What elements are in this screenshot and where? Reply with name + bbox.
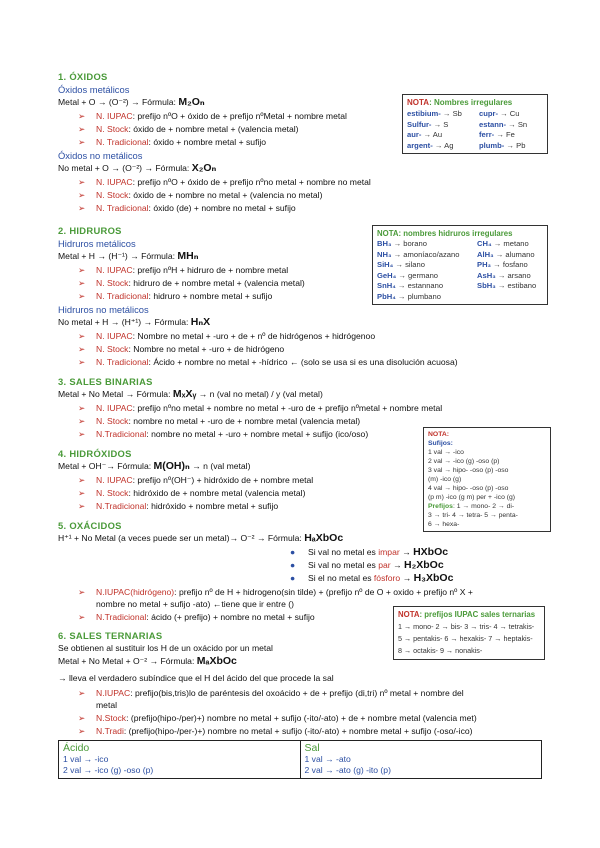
note4-line: 5 → pentakis- 6 → hexakis- 7 → heptakis- bbox=[398, 634, 533, 643]
bullet-text: : ácido (+ prefijo) + nombre no metal + sufijo bbox=[146, 612, 315, 622]
arrow-bullet-icon: ➢ bbox=[78, 331, 86, 341]
arrow-bullet-icon: ➢ bbox=[78, 344, 86, 354]
bullet-oxmet-stock bbox=[78, 124, 299, 135]
bullet-label: N. Tradicional bbox=[96, 137, 149, 147]
bullet-hidrox-iupac bbox=[78, 475, 313, 486]
acido-sal-table bbox=[58, 740, 542, 779]
note-subtitle: Sufijos: bbox=[428, 440, 453, 447]
formula-text: Metal + No Metal → Fórmula: bbox=[58, 389, 173, 399]
bullet-label: N.Stock bbox=[96, 713, 127, 723]
note2-entry: PH₃ → fosfano bbox=[477, 260, 528, 269]
note3-line: 2 val → -ico (g) -oso (p) bbox=[428, 458, 500, 465]
bullet-text: : hidruro de + nombre metal + (valencia metal) bbox=[128, 278, 305, 288]
note2-entry: SbH₃ → estibano bbox=[477, 281, 537, 290]
bullet-text: : óxido + nombre metal + sufijo bbox=[148, 137, 267, 147]
bullet-label: N. Tradicional bbox=[96, 203, 149, 213]
bullet-text: : prefijo(bis,tris)lo de paréntesis del oxoácido + de + prefijo (di,tri) nº metal + nombre del bbox=[130, 688, 464, 698]
arrow-bullet-icon: ➢ bbox=[78, 688, 86, 698]
bullet-label: N. IUPAC bbox=[96, 265, 133, 275]
case-arrow: → bbox=[390, 560, 405, 570]
arrow-bullet-icon: ➢ bbox=[78, 501, 86, 511]
bullet-label: N. IUPAC bbox=[96, 111, 133, 121]
note-title: NOTA bbox=[407, 98, 430, 107]
section-title-sales-binarias: 3. SALES BINARIAS bbox=[58, 376, 153, 387]
bullet-salter-iupac-cont: metal bbox=[96, 700, 118, 710]
subtitle-oxidos-no-metalicos: Óxidos no metálicos bbox=[58, 150, 143, 161]
bullet-text: : (prefijo(hipo-/per-)+) nombre no metal + sufijo (-ito/-ato) + nombre metal + sufijo (-oso/-ico) bbox=[123, 726, 473, 736]
note1-entry: Sulfur- → S bbox=[407, 119, 449, 129]
section-title-oxacidos: 5. OXÁCIDOS bbox=[58, 520, 122, 531]
sales-ternarias-note: → lleva el verdadero subíndice que el H del ácido del que procede la sal bbox=[58, 673, 334, 683]
bullet-text: : prefijo nºO + óxido de + prefijo nºno metal + nombre no metal bbox=[132, 177, 371, 187]
bullet-text: : hidróxido + nombre metal + sufijo bbox=[146, 501, 279, 511]
arrow-bullet-icon: ➢ bbox=[78, 726, 86, 736]
sal-header: Sal bbox=[304, 742, 320, 754]
note1-entry: cupr- → Cu bbox=[479, 109, 520, 118]
sal-row: 1 val → -ato bbox=[304, 754, 351, 764]
bullet-text: : (prefijo(hipo-/per)+) nombre no metal + sufijo (-ito/-ato) + de + nombre metal (valencia met) bbox=[126, 713, 477, 723]
formula-text: Metal + H → (H⁻¹) → Fórmula: bbox=[58, 251, 178, 261]
bullet-label: N.Tradicional bbox=[96, 429, 147, 439]
note2-entry: AsH₃ → arsano bbox=[477, 270, 531, 280]
note4-line: 1 → mono- 2 → bis- 3 → tris- 4 → tetrakis- bbox=[398, 622, 535, 631]
note3-line: 3 → tri- 4 → tetra- 5 → penta- bbox=[428, 512, 518, 519]
bullet-label: N.Tradicional bbox=[96, 501, 147, 511]
bullet-text: : prefijo nº(OH⁻) + hidróxido de + nombre metal bbox=[132, 475, 314, 485]
bullet-hidmet-trad bbox=[78, 291, 272, 302]
case-arrow: → bbox=[399, 547, 414, 557]
note1-entry: plumb- → Pb bbox=[479, 140, 526, 150]
bullet-salter-iupac bbox=[78, 688, 464, 699]
case-formula: H₃XbOc bbox=[413, 572, 454, 584]
note3-line: 4 val → hipo- -oso (p) -oso bbox=[428, 485, 509, 492]
section-title-hidruros: 2. HIDRUROS bbox=[58, 225, 122, 236]
arrow-bullet-icon: ➢ bbox=[78, 612, 86, 622]
note-title-rest: : prefijos IUPAC sales ternarias bbox=[419, 610, 536, 619]
note-title: NOTA: bbox=[428, 431, 450, 438]
note2-entry: GeH₄ → germano bbox=[377, 270, 439, 280]
bullet-label: N.IUPAC bbox=[96, 688, 131, 698]
arrow-bullet-icon: ➢ bbox=[78, 475, 86, 485]
note-title: NOTA bbox=[398, 610, 420, 619]
acido-cell bbox=[59, 741, 301, 779]
formula-hidroxidos bbox=[58, 461, 250, 472]
bullet-salbin-iupac bbox=[78, 403, 442, 414]
formula-text: No metal + O → (O⁻²) → Fórmula: bbox=[58, 163, 192, 173]
case-text: Si val no metal es bbox=[308, 547, 379, 557]
note1-entry: argent- → Ag bbox=[407, 140, 454, 150]
arrow-bullet-icon: ➢ bbox=[78, 124, 86, 134]
note2-entry: NH₃ → amoníaco/azano bbox=[377, 249, 460, 259]
section-title-oxidos: 1. ÓXIDOS bbox=[58, 71, 108, 82]
bullet-oxmet-iupac bbox=[78, 111, 347, 122]
formula-oxacidos bbox=[58, 533, 343, 544]
bullet-label: N.Tradicional bbox=[96, 612, 147, 622]
bullet-text: : prefijo nºno metal + nombre no metal + -uro de + prefijo nºmetal + nombre metal bbox=[132, 403, 443, 413]
bullet-hidnm-trad bbox=[78, 357, 458, 368]
bullet-label: N. Stock bbox=[96, 344, 129, 354]
formula-text: Metal + No Metal + O⁻² → Fórmula: bbox=[58, 656, 197, 666]
case-formula: HXbOc bbox=[413, 546, 449, 558]
bullet-oxnm-stock bbox=[78, 190, 322, 201]
note3-line: 3 val → hipo- -oso (p) -oso bbox=[428, 467, 509, 474]
bullet-hidrox-stock bbox=[78, 488, 305, 499]
bullet-label: N. Stock bbox=[96, 124, 129, 134]
bullet-label: N. Stock bbox=[96, 278, 129, 288]
formula-text: No metal + H → (H⁺¹) → Fórmula: bbox=[58, 317, 191, 327]
sal-row: 2 val → -ato (g) -ito (p) bbox=[304, 765, 391, 775]
formula-symbol: MHₙ bbox=[177, 250, 199, 262]
bullet-salbin-stock bbox=[78, 416, 360, 427]
bullet-dot-icon: ● bbox=[290, 560, 296, 570]
case-par bbox=[290, 560, 444, 571]
bullet-text: : prefijo nº de H + hidrogeno(sin tilde) + (prefijo nº de O + oxido + prefijo nº X + bbox=[174, 587, 473, 597]
bullet-text: : Nombre no metal + -uro + de + nº de hidrógenos + hidrógenoo bbox=[132, 331, 376, 341]
bullet-hidnm-iupac bbox=[78, 331, 375, 342]
bullet-text: : hidruro + nombre metal + sufijo bbox=[148, 291, 273, 301]
note2-entry: CH₄ → metano bbox=[477, 239, 529, 248]
arrow-bullet-icon: ➢ bbox=[78, 416, 86, 426]
arrow-bullet-icon: ➢ bbox=[78, 190, 86, 200]
note2-entry: BH₃ → borano bbox=[377, 239, 427, 248]
formula-note: → n (val no metal) / y (val metal) bbox=[196, 389, 323, 399]
bullet-label: N.Tradi bbox=[96, 726, 124, 736]
note3-line: (m) -ico (g) bbox=[428, 476, 462, 483]
formula-sales-ternarias bbox=[58, 656, 237, 667]
bullet-text: : óxido de + nombre no metal + (valencia no metal) bbox=[128, 190, 323, 200]
acido-header: Ácido bbox=[63, 742, 90, 754]
formula-oxidos-no-metalicos bbox=[58, 163, 216, 174]
bullet-salbin-trad bbox=[78, 429, 368, 440]
acido-row: 1 val → -ico bbox=[63, 754, 109, 764]
bullet-hidmet-iupac bbox=[78, 265, 288, 276]
formula-symbol: HₙX bbox=[190, 316, 211, 328]
acido-row: 2 val → -ico (g) -oso (p) bbox=[63, 765, 154, 775]
note1-entry: ferr- → Fe bbox=[479, 130, 515, 139]
formula-symbol: MₐXbOc bbox=[196, 655, 237, 667]
note2-entry: AlH₃ → alumano bbox=[477, 249, 535, 259]
arrow-bullet-icon: ➢ bbox=[78, 291, 86, 301]
formula-text: H⁺¹ + No Metal (a veces puede ser un metal)→ O⁻² → Fórmula: bbox=[58, 533, 305, 543]
note1-entry: estibium- → Sb bbox=[407, 109, 462, 118]
note-sufijos-prefijos bbox=[423, 427, 551, 532]
bullet-oxnm-trad bbox=[78, 203, 296, 214]
bullet-label: N. IUPAC bbox=[96, 403, 133, 413]
case-impar bbox=[290, 547, 448, 558]
sal-cell bbox=[300, 741, 542, 779]
note-prefijos-iupac bbox=[393, 606, 545, 660]
formula-symbol: M₂Oₙ bbox=[178, 96, 205, 108]
arrow-bullet-icon: ➢ bbox=[78, 203, 86, 213]
note3-line: (p m) -ico (g m) per + -ico (g) bbox=[428, 494, 516, 501]
case-formula: H₂XbOc bbox=[404, 559, 444, 571]
formula-hidruros-metalicos bbox=[58, 251, 199, 262]
bullet-text: : nombre no metal + -uro + nombre metal + sufijo (ico/oso) bbox=[146, 429, 369, 439]
bullet-dot-icon: ● bbox=[290, 573, 296, 583]
formula-symbol: M(OH)ₙ bbox=[153, 460, 190, 472]
case-text: Si el no metal es bbox=[308, 573, 374, 583]
arrow-bullet-icon: ➢ bbox=[78, 111, 86, 121]
bullet-text: : hidróxido de + nombre metal (valencia metal) bbox=[128, 488, 306, 498]
bullet-label: N. IUPAC bbox=[96, 331, 133, 341]
bullet-oxac-iupac bbox=[78, 587, 473, 598]
formula-hidruros-no-metalicos bbox=[58, 317, 210, 328]
note3-line: 6 → hexa- bbox=[428, 521, 460, 528]
note2-entry: SnH₄ → estannano bbox=[377, 281, 444, 290]
note3-line: 1 val → -ico bbox=[428, 449, 464, 456]
bullet-hidmet-stock bbox=[78, 278, 305, 289]
bullet-hidnm-stock bbox=[78, 344, 284, 355]
arrow-bullet-icon: ➢ bbox=[78, 587, 86, 597]
case-key: impar bbox=[378, 547, 400, 557]
arrow-bullet-icon: ➢ bbox=[78, 488, 86, 498]
arrow-bullet-icon: ➢ bbox=[78, 265, 86, 275]
bullet-oxac-iupac-cont: nombre no metal + sufijo -ato) ←tiene que ir entre () bbox=[96, 599, 294, 609]
bullet-salter-stock bbox=[78, 713, 477, 724]
subtitle-oxidos-metalicos: Óxidos metálicos bbox=[58, 84, 130, 95]
bullet-oxnm-iupac bbox=[78, 177, 371, 188]
bullet-label: N. Tradicional bbox=[96, 357, 149, 367]
section-title-hidroxidos: 4. HIDRÓXIDOS bbox=[58, 448, 132, 459]
note4-line: 8 → octakis- 9 → nonakis- bbox=[398, 646, 483, 655]
bullet-label: N. Stock bbox=[96, 190, 129, 200]
note1-entry: estann- → Sn bbox=[479, 119, 528, 129]
sales-ternarias-intro: Se obtienen al sustituir los H de un oxácido por un metal bbox=[58, 643, 273, 653]
formula-symbol: MₓXᵧ bbox=[172, 388, 197, 400]
arrow-bullet-icon: ➢ bbox=[78, 429, 86, 439]
bullet-text: : nombre no metal + -uro de + nombre metal (valencia metal) bbox=[128, 416, 361, 426]
bullet-label: N. Tradicional bbox=[96, 291, 149, 301]
note2-entry: PbH₄ → plumbano bbox=[377, 291, 441, 301]
note2-entry: SiH₄ → silano bbox=[377, 260, 425, 269]
case-key: par bbox=[378, 560, 391, 570]
subtitle-hidruros-no-metalicos: Hidruros no metálicos bbox=[58, 304, 149, 315]
note3-prefijos: Prefijos: 1 → mono- 2 → di- bbox=[428, 503, 515, 510]
note1-entry: aur- → Au bbox=[407, 130, 443, 139]
bullet-dot-icon: ● bbox=[290, 547, 296, 557]
bullet-text: : prefijo nºO + óxido de + prefijo nºMetal + nombre metal bbox=[132, 111, 347, 121]
formula-symbol: HₐXbOc bbox=[304, 532, 344, 544]
formula-symbol: X₂Oₙ bbox=[191, 162, 217, 174]
arrow-bullet-icon: ➢ bbox=[78, 357, 86, 367]
case-fosforo bbox=[290, 573, 453, 584]
bullet-label: N. IUPAC bbox=[96, 475, 133, 485]
bullet-label: N. Stock bbox=[96, 488, 129, 498]
subtitle-hidruros-metalicos: Hidruros metálicos bbox=[58, 238, 136, 249]
formula-oxidos-metalicos bbox=[58, 97, 205, 108]
bullet-label: N.IUPAC(hidrógeno) bbox=[96, 587, 175, 597]
formula-text: Metal + OH⁻→ Fórmula: bbox=[58, 461, 154, 471]
bullet-oxac-trad bbox=[78, 612, 315, 623]
case-key: fósforo bbox=[373, 573, 401, 583]
arrow-bullet-icon: ➢ bbox=[78, 713, 86, 723]
bullet-label: N. Stock bbox=[96, 416, 129, 426]
formula-note: → n (val metal) bbox=[189, 461, 251, 471]
case-text: Si val no metal es bbox=[308, 560, 379, 570]
note-nombres-irregulares bbox=[402, 94, 548, 154]
bullet-text: : óxido (de) + nombre no metal + sufijo bbox=[148, 203, 296, 213]
arrow-bullet-icon: ➢ bbox=[78, 177, 86, 187]
note-hidruros-irregulares bbox=[372, 225, 548, 305]
formula-sales-binarias bbox=[58, 389, 323, 400]
bullet-text: : Ácido + nombre no metal + -hídrico ← (solo se usa si es una disolución acuosa) bbox=[148, 357, 458, 367]
bullet-text: : Nombre no metal + -uro + de hidrógeno bbox=[128, 344, 285, 354]
section-title-sales-ternarias: 6. SALES TERNARIAS bbox=[58, 630, 163, 641]
formula-text: Metal + O → (O⁻²) → Fórmula: bbox=[58, 97, 179, 107]
bullet-text: : óxido de + nombre metal + (valencia metal) bbox=[128, 124, 299, 134]
bullet-label: N. IUPAC bbox=[96, 177, 133, 187]
bullet-salter-trad bbox=[78, 726, 473, 737]
note-title-rest: : Nombres irregulares bbox=[429, 98, 513, 107]
arrow-bullet-icon: ➢ bbox=[78, 137, 86, 147]
case-arrow: → bbox=[400, 573, 414, 583]
arrow-bullet-icon: ➢ bbox=[78, 278, 86, 288]
bullet-text: : prefijo nºH + hidruro de + nombre metal bbox=[132, 265, 289, 275]
bullet-oxmet-trad bbox=[78, 137, 266, 148]
bullet-hidrox-trad bbox=[78, 501, 278, 512]
arrow-bullet-icon: ➢ bbox=[78, 403, 86, 413]
note-title: NOTA: nombres hidruros irregulares bbox=[377, 229, 513, 238]
